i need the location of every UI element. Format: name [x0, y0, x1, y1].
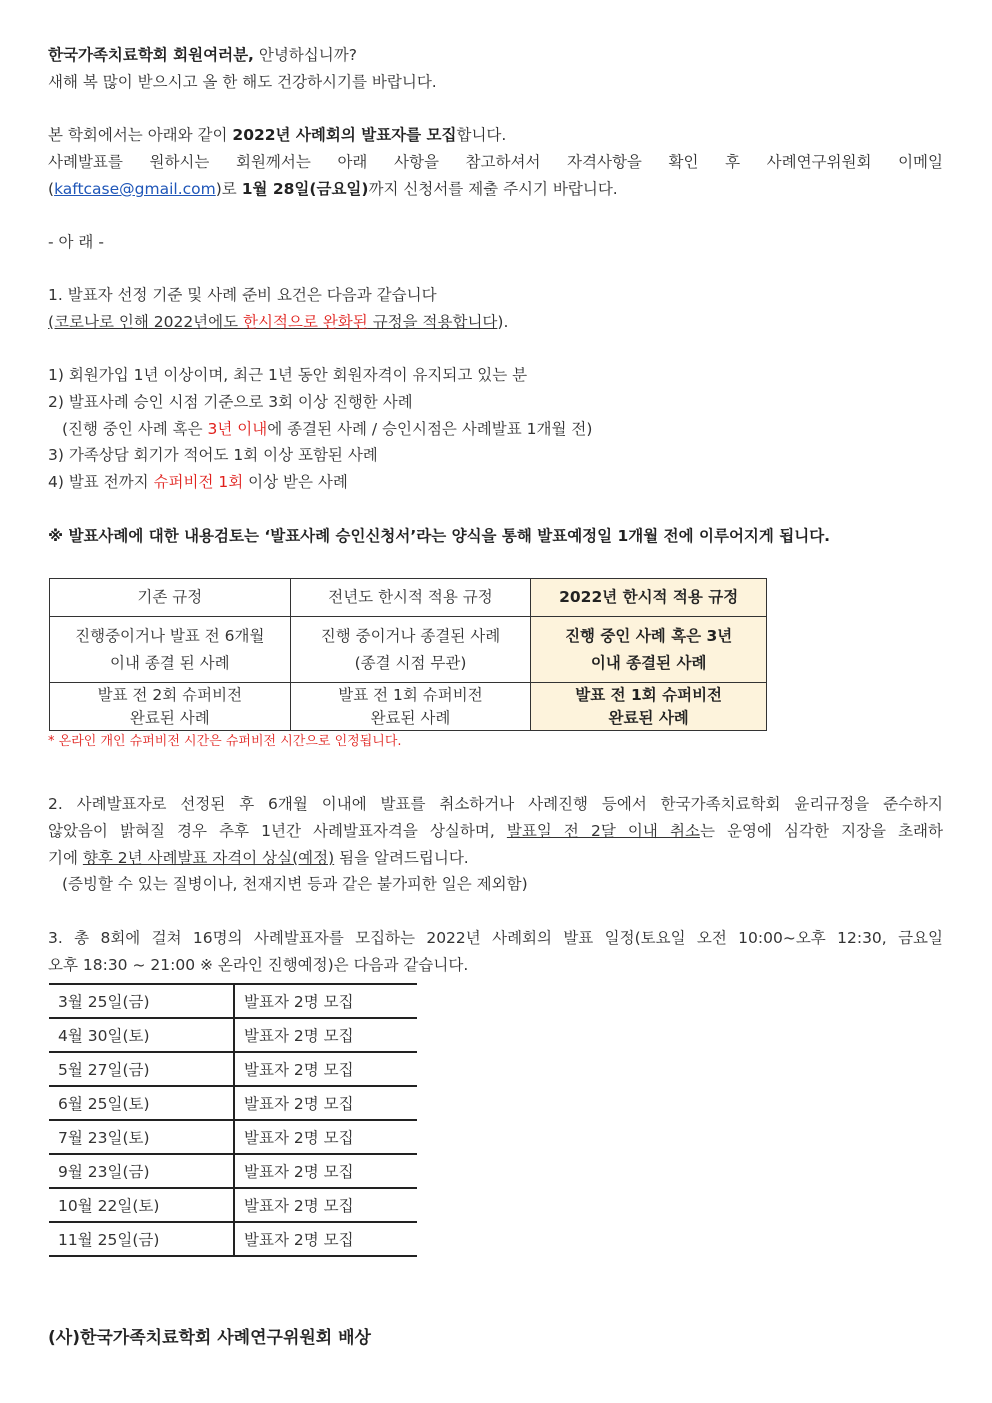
deadline-prefix: )로: [215, 180, 242, 198]
cell-line: 진행 중인 사례 혹은 3년: [565, 626, 733, 645]
section1-title: 1. 발표자 선정 기준 및 사례 준비 요건은 다음과 같습니다: [48, 286, 437, 304]
schedule-date: 3월 25일(금): [49, 984, 234, 1018]
s2-underline: 발표일 전 2달 이내 취소: [506, 822, 700, 840]
schedule-desc: 발표자 2명 모집: [234, 1188, 417, 1222]
table-row: [49, 1154, 417, 1188]
intro-bold: 2022년 사례회의 발표자를 모집: [232, 126, 457, 144]
greeting-line-2: 새해 복 많이 받으시고 올 한 해도 건강하시기를 바랍니다.: [48, 73, 437, 91]
greeting-line-1: [48, 44, 943, 66]
s2-text: 않았음이 밝혀질 경우 추후 1년간 사례발표자격을 상실하며,: [48, 822, 507, 840]
table-row: [49, 1222, 417, 1256]
intro-text-end: 합니다.: [456, 126, 507, 144]
note-part-a: [48, 313, 497, 331]
below-heading: - 아 래 -: [48, 233, 104, 251]
table-row: [50, 683, 767, 731]
intro-line-3: [48, 178, 943, 200]
header-2022: 2022년 한시적 적용 규정: [531, 579, 767, 617]
s2-text-end: 됨을 알려드립니다.: [334, 849, 469, 867]
sub-text-b: 에 종결된 사례 / 승인시점은 사례발표 1개월 전): [267, 420, 593, 438]
table-header-row: [50, 579, 767, 617]
cell-2022-supervision: [531, 683, 767, 731]
greeting-hello: 안녕하십니까?: [253, 46, 357, 64]
cell-line: 이내 종결된 사례: [590, 653, 707, 672]
c4-red: 슈퍼비전 1회: [153, 473, 244, 491]
section1-note: [48, 311, 943, 333]
section3-line-2: 오후 18:30 ~ 21:00 ※ 온라인 진행예정)은 다음과 같습니다.: [48, 956, 469, 974]
note-red: 한시적으로 완화된: [243, 313, 368, 331]
criterion-1: 1) 회원가입 1년 이상이며, 최근 1년 동안 회원자격이 유지되고 있는 분: [48, 366, 528, 384]
cell-line: 이내 종결 된 사례: [110, 653, 230, 672]
schedule-date: 5월 27일(금): [49, 1052, 234, 1086]
cell-line: 완료된 사례: [608, 708, 689, 727]
note-text: (코로나로 인해 2022년에도: [48, 313, 244, 331]
cell-2022-case: [531, 617, 767, 683]
schedule-desc: 발표자 2명 모집: [234, 984, 417, 1018]
note-end: ).: [497, 313, 509, 331]
table-row: [49, 984, 417, 1018]
schedule-date: 11월 25일(금): [49, 1222, 234, 1256]
schedule-date: 9월 23일(금): [49, 1154, 234, 1188]
section2-line-2: [48, 820, 943, 842]
criterion-4: [48, 471, 943, 493]
sub-text: (진행 중인 사례 혹은: [62, 420, 208, 438]
cell-line: (종결 시점 무관): [354, 653, 467, 672]
intro-line-1: [48, 124, 943, 146]
intro-line-2: 사례발표를 원하시는 회원께서는 아래 사항을 참고하셔서 자격사항을 확인 후 사례연구위원회 이메일: [48, 153, 943, 171]
cell-line: 발표 전 1회 슈퍼비전: [575, 685, 723, 704]
schedule-date: 4월 30일(토): [49, 1018, 234, 1052]
deadline-suffix: 까지 신청서를 제출 주시기 바랍니다.: [368, 180, 618, 198]
cell-line: 완료된 사례: [129, 708, 210, 727]
table-row: [49, 1052, 417, 1086]
header-existing: 기존 규정: [50, 579, 291, 617]
s2-text: 기에: [48, 849, 83, 867]
intro-text: 본 학회에서는 아래와 같이: [48, 126, 233, 144]
s2-underline-2: 향후 2년 사례발표 자격이 상실(예정): [82, 849, 335, 867]
sub-red: 3년 이내: [207, 420, 268, 438]
table-row: [49, 1188, 417, 1222]
cell-existing-case: [50, 617, 291, 683]
criterion-2-sub: [62, 418, 957, 440]
greeting-addressee: 한국가족치료학회 회원여러분,: [48, 46, 254, 64]
table-row: [49, 1086, 417, 1120]
email-link[interactable]: kaftcase@gmail.com: [54, 180, 216, 198]
schedule-desc: 발표자 2명 모집: [234, 1052, 417, 1086]
table-row: [50, 617, 767, 683]
cell-existing-supervision: [50, 683, 291, 731]
header-last-year: 전년도 한시적 적용 규정: [290, 579, 531, 617]
section2-exception: (증빙할 수 있는 질병이나, 천재지변 등과 같은 불가피한 일은 제외함): [62, 875, 528, 893]
review-notice: ※ 발표사례에 대한 내용검토는 ‘발표사례 승인신청서’라는 양식을 통해 발표예정일 1개월 전에 이루어지게 됩니다.: [48, 527, 831, 545]
schedule-desc: 발표자 2명 모집: [234, 1222, 417, 1256]
criterion-3: 3) 가족상담 회기가 적어도 1회 이상 포함된 사례: [48, 446, 378, 464]
c4-text-b: 이상 받은 사례: [243, 473, 348, 491]
schedule-desc: 발표자 2명 모집: [234, 1018, 417, 1052]
cell-line: 진행중이거나 발표 전 6개월: [75, 626, 265, 645]
table-footnote: * 온라인 개인 슈퍼비전 시간은 슈퍼비전 시간으로 인정됩니다.: [48, 734, 402, 749]
cell-last-year-case: [290, 617, 531, 683]
schedule-table: [49, 983, 417, 1257]
signature: (사)한국가족치료학회 사례연구위원회 배상: [48, 1328, 371, 1348]
cell-line: 발표 전 1회 슈퍼비전: [338, 685, 483, 704]
section3-line-1: 3. 총 8회에 걸쳐 16명의 사례발표자를 모집하는 2022년 사례회의 발표 일정(토요일 오전 10:00~오후 12:30, 금요일: [48, 929, 943, 947]
table-row: [49, 1120, 417, 1154]
table-row: [49, 1018, 417, 1052]
s2-text-b: 는 운영에 심각한 지장을 초래하: [699, 822, 944, 840]
section2-line-3: [48, 847, 943, 869]
schedule-desc: 발표자 2명 모집: [234, 1154, 417, 1188]
schedule-date: 6월 25일(토): [49, 1086, 234, 1120]
schedule-desc: 발표자 2명 모집: [234, 1086, 417, 1120]
deadline-date: 1월 28일(금요일): [241, 180, 369, 198]
schedule-date: 7월 23일(토): [49, 1120, 234, 1154]
rules-comparison-table: [49, 578, 767, 731]
c4-text: 4) 발표 전까지: [48, 473, 154, 491]
note-text-b: 규정을 적용합니다: [367, 313, 498, 331]
cell-line: 진행 중이거나 종결된 사례: [320, 626, 501, 645]
criterion-2: 2) 발표사례 승인 시점 기준으로 3회 이상 진행한 사례: [48, 393, 413, 411]
cell-line: 발표 전 2회 슈퍼비전: [97, 685, 243, 704]
schedule-desc: 발표자 2명 모집: [234, 1120, 417, 1154]
section2-line-1: 2. 사례발표자로 선정된 후 6개월 이내에 발표를 취소하거나 사례진행 등에서 한국가족치료학회 윤리규정을 준수하지: [48, 795, 943, 813]
cell-line: 완료된 사례: [370, 708, 451, 727]
schedule-date: 10월 22일(토): [49, 1188, 234, 1222]
paren-open: (: [48, 180, 55, 198]
cell-last-year-supervision: [290, 683, 531, 731]
